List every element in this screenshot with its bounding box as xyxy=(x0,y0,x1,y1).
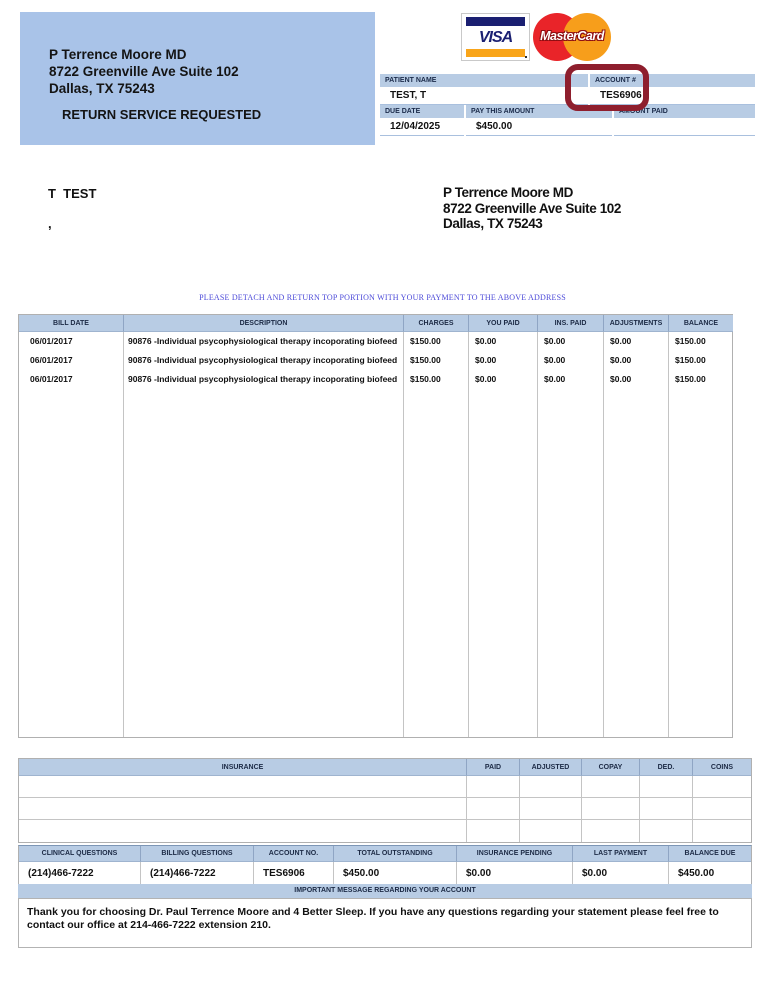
visa-logo-icon xyxy=(461,13,530,61)
insurance-empty-cell xyxy=(467,776,520,798)
summary-header-balance-due: BALANCE DUE xyxy=(669,846,751,862)
recipient-name: T TEST xyxy=(48,186,97,201)
charges-empty-col-balance xyxy=(669,389,733,737)
insurance-empty-cell xyxy=(520,798,582,820)
charges-header-balance: BALANCE xyxy=(669,315,733,332)
insurance-header-paid: PAID xyxy=(467,759,520,776)
insurance-empty-cell xyxy=(693,776,751,798)
insurance-header-ded: DED. xyxy=(640,759,693,776)
table-row: $0.00 xyxy=(604,351,669,370)
insurance-empty-cell xyxy=(520,820,582,842)
provider-address-line2: 8722 Greenville Ave Suite 102 xyxy=(443,200,622,216)
insurance-header-copay: COPAY xyxy=(582,759,640,776)
charges-header-adjustments: ADJUSTMENTS xyxy=(604,315,669,332)
insurance-empty-cell xyxy=(467,798,520,820)
table-row: $0.00 xyxy=(538,332,604,351)
summary-last-payment: $0.00 xyxy=(573,862,669,885)
visa-trademark-dot xyxy=(525,56,527,58)
insurance-empty-cell xyxy=(19,776,467,798)
visa-navy-bar xyxy=(466,17,525,26)
insurance-empty-cell xyxy=(582,820,640,842)
charges-table xyxy=(18,314,733,738)
insurance-header-coins: COINS xyxy=(693,759,751,776)
amount-paid-label: AMOUNT PAID xyxy=(614,105,755,118)
visa-gold-bar xyxy=(466,49,525,57)
insurance-header-insurance: INSURANCE xyxy=(19,759,467,776)
account-highlight-ring xyxy=(565,64,649,111)
remit-address-line3: Dallas, TX 75243 xyxy=(49,81,155,96)
table-row: 06/01/2017 xyxy=(19,351,124,370)
charges-header-ins-paid: INS. PAID xyxy=(538,315,604,332)
billing-questions-phone: (214)466-7222 xyxy=(141,862,254,885)
table-row: $150.00 xyxy=(404,370,469,389)
account-number-label: ACCOUNT # xyxy=(590,74,755,87)
insurance-header-adjusted: ADJUSTED xyxy=(520,759,582,776)
charges-header-description: DESCRIPTION xyxy=(124,315,404,332)
table-row: $0.00 xyxy=(469,332,538,351)
insurance-empty-cell xyxy=(19,820,467,842)
mastercard-logo-icon xyxy=(533,12,611,62)
table-row: 90876 -Individual psycophysiological therapy incoporating biofeed xyxy=(124,370,404,389)
patient-table-header-row2 xyxy=(380,105,755,118)
detach-instruction: PLEASE DETACH AND RETURN TOP PORTION WITH YOUR PAYMENT TO THE ABOVE ADDRESS xyxy=(199,293,566,302)
amount-paid-value xyxy=(614,118,755,136)
insurance-empty-cell xyxy=(19,798,467,820)
charges-empty-col-charges xyxy=(404,389,469,737)
important-message-body: Thank you for choosing Dr. Paul Terrence Moore and 4 Better Sleep. If you have any questions regarding your statement please feel free to contact our office at 214-466-7222 extension 210. xyxy=(27,906,719,931)
table-row: $150.00 xyxy=(675,374,706,384)
patient-name-label: PATIENT NAME xyxy=(380,74,588,87)
account-number-value: TES6906 xyxy=(590,87,755,105)
patient-table-value-row2 xyxy=(380,118,755,136)
provider-address-line3: Dallas, TX 75243 xyxy=(443,216,543,231)
table-row: $150.00 xyxy=(675,336,706,346)
summary-table xyxy=(18,845,752,886)
pay-this-amount-value: $450.00 xyxy=(466,118,612,136)
provider-address-line1: P Terrence Moore MD xyxy=(443,185,573,200)
summary-balance-due: $450.00 xyxy=(669,862,751,885)
visa-wordmark: VISA xyxy=(478,28,513,46)
table-row: $0.00 xyxy=(538,370,604,389)
insurance-table xyxy=(18,758,752,843)
table-row: $150.00 xyxy=(404,332,469,351)
insurance-empty-cell xyxy=(693,820,751,842)
summary-header-insurance-pending: INSURANCE PENDING xyxy=(457,846,573,862)
insurance-empty-cell xyxy=(467,820,520,842)
important-message-bar: IMPORTANT MESSAGE REGARDING YOUR ACCOUNT xyxy=(18,884,752,898)
table-row: $0.00 xyxy=(469,370,538,389)
insurance-empty-cell xyxy=(582,798,640,820)
table-row: 90876 -Individual psycophysiological therapy incoporating biofeed xyxy=(124,332,404,351)
insurance-empty-cell xyxy=(520,776,582,798)
charges-empty-col-ins-paid xyxy=(538,389,604,737)
charges-empty-col-adjustments xyxy=(604,389,669,737)
due-date-label: DUE DATE xyxy=(380,105,464,118)
summary-header-total-outstanding: TOTAL OUTSTANDING xyxy=(334,846,457,862)
insurance-empty-cell xyxy=(640,820,693,842)
table-row: $150.00 xyxy=(404,351,469,370)
remit-address-lines xyxy=(49,46,239,97)
summary-header-clinical-questions: CLINICAL QUESTIONS xyxy=(19,846,141,862)
remit-address-box xyxy=(20,12,375,145)
summary-total-outstanding: $450.00 xyxy=(334,862,457,885)
mastercard-wordmark: MasterCard xyxy=(540,29,604,43)
summary-insurance-pending: $0.00 xyxy=(457,862,573,885)
table-row: $0.00 xyxy=(604,332,669,351)
charges-empty-col-bill-date xyxy=(19,389,124,737)
summary-header-billing-questions: BILLING QUESTIONS xyxy=(141,846,254,862)
summary-header-account-no: ACCOUNT NO. xyxy=(254,846,334,862)
pay-this-amount-label: PAY THIS AMOUNT xyxy=(466,105,612,118)
table-row: 90876 -Individual psycophysiological therapy incoporating biofeed xyxy=(124,351,404,370)
insurance-empty-cell xyxy=(693,798,751,820)
table-row: $0.00 xyxy=(538,351,604,370)
provider-address-block xyxy=(443,185,621,232)
insurance-empty-cell xyxy=(640,798,693,820)
message-box xyxy=(18,898,752,948)
charges-header-you-paid: YOU PAID xyxy=(469,315,538,332)
clinical-questions-phone: (214)466-7222 xyxy=(19,862,141,885)
charges-empty-col-you-paid xyxy=(469,389,538,737)
charges-empty-col-description xyxy=(124,389,404,737)
insurance-empty-cell xyxy=(640,776,693,798)
charges-header-bill-date: BILL DATE xyxy=(19,315,124,332)
recipient-address-comma: , xyxy=(48,216,52,231)
table-row: $0.00 xyxy=(604,370,669,389)
remit-address-line2: 8722 Greenville Ave Suite 102 xyxy=(49,64,239,79)
due-date-value: 12/04/2025 xyxy=(380,118,464,136)
return-service-notice: RETURN SERVICE REQUESTED xyxy=(62,107,262,122)
table-row: 06/01/2017 xyxy=(19,370,124,389)
patient-name-value: TEST, T xyxy=(380,87,588,105)
summary-header-last-payment: LAST PAYMENT xyxy=(573,846,669,862)
charges-header-charges: CHARGES xyxy=(404,315,469,332)
table-row: 06/01/2017 xyxy=(19,332,124,351)
remit-address-line1: P Terrence Moore MD xyxy=(49,47,187,62)
summary-account-no: TES6906 xyxy=(254,862,334,885)
insurance-empty-cell xyxy=(582,776,640,798)
table-row: $150.00 xyxy=(675,355,706,365)
table-row: $0.00 xyxy=(469,351,538,370)
